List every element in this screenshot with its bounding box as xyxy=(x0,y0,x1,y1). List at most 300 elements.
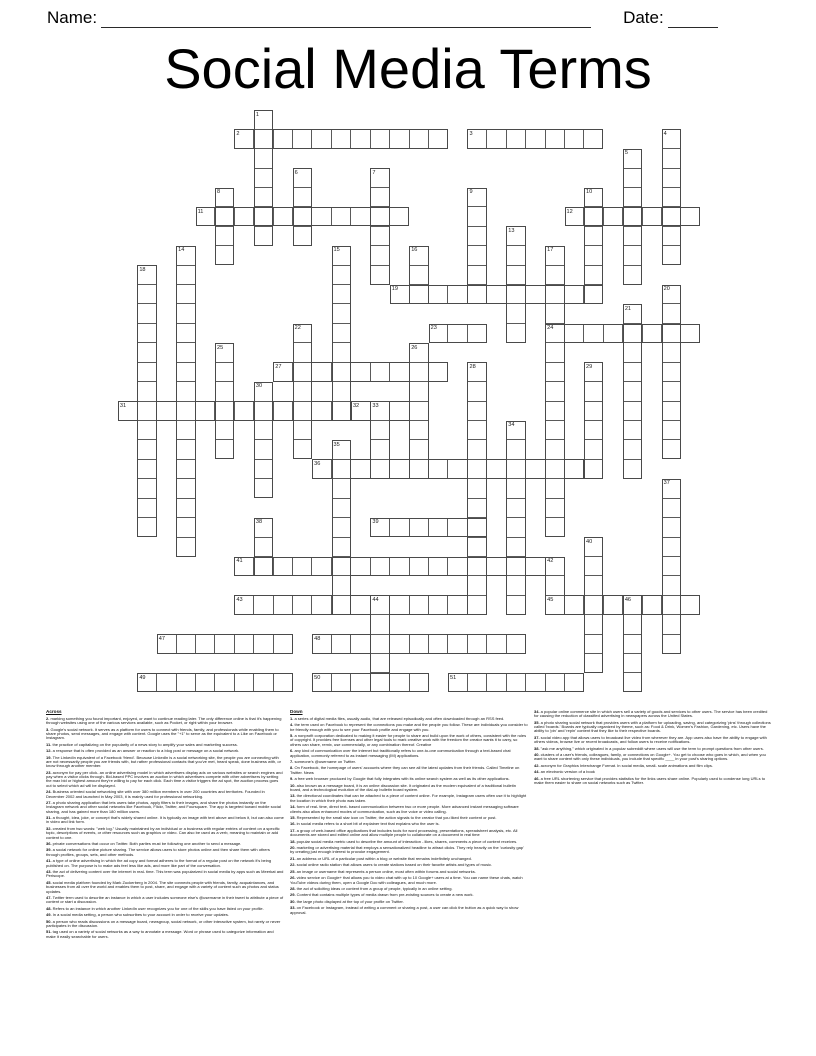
cell-divider xyxy=(216,206,233,207)
cell-number: 38 xyxy=(255,519,263,526)
cell-divider xyxy=(428,596,429,613)
cell-divider xyxy=(506,635,507,652)
cell-divider xyxy=(138,459,155,460)
cell-divider xyxy=(468,420,485,421)
cell-divider xyxy=(255,439,272,440)
cell-number: 15 xyxy=(333,247,340,254)
cell-divider xyxy=(333,459,350,460)
cell-number: 22 xyxy=(294,325,301,332)
cell-number: 31 xyxy=(119,402,127,409)
clue-45: 45. social media platform founded by Mark Zuckerberg in 2004. The site connects people with friends, family, acquaintances, and businesses from all over the world and enables them to post, share, and engage with a variety of content such as photos and status updates. xyxy=(46,879,279,894)
grid-word-15-down xyxy=(332,246,351,421)
cell-number: 39 xyxy=(372,519,379,526)
cell-divider xyxy=(546,381,563,382)
cell-divider xyxy=(216,381,233,382)
cell-number: 49 xyxy=(139,674,146,681)
cell-divider xyxy=(216,401,233,402)
cell-divider xyxy=(371,459,388,460)
cell-divider xyxy=(410,284,427,285)
cell-divider xyxy=(333,362,350,363)
clue-48: 48. Refers to an instance in which another LinkedIn user recognizes you for one of the skills you have listed on your profile. xyxy=(46,905,264,911)
cell-number: 7 xyxy=(372,169,376,176)
cell-divider xyxy=(331,674,332,691)
cell-divider xyxy=(294,187,311,188)
cell-divider xyxy=(507,323,524,324)
clue-32: 32. created from two words: "web log." Usually maintained by an individual or a business with regular entries of content on a specific topic, descriptions of events, or other resources such as graphics or video. Can also be used as a verb, meaning to maintain or add content to one. xyxy=(46,825,280,840)
cell-divider xyxy=(294,381,311,382)
cell-divider xyxy=(333,575,350,576)
cell-divider xyxy=(663,362,680,363)
across-heading: Across xyxy=(46,709,62,714)
cell-divider xyxy=(624,323,641,324)
cell-divider xyxy=(507,303,524,304)
cell-divider xyxy=(333,537,350,538)
cell-divider xyxy=(371,226,388,227)
cell-divider xyxy=(177,478,194,479)
clue-40: 40. clusters of a user's friends, colleagues, family, or connections on Google+. You get to choose who goes in which, and when you want to share content with only these individuals, you include that specific ____ in your post's sharing options. xyxy=(534,752,766,762)
cell-divider xyxy=(294,401,311,402)
cell-divider xyxy=(663,498,680,499)
cell-number: 5 xyxy=(624,150,628,157)
cell-divider xyxy=(624,439,641,440)
clue-44: 44. an electronic version of a book xyxy=(534,769,595,775)
cell-divider xyxy=(546,517,563,518)
clue-41: 41. a type of online advertising in which the ad copy and format adheres to the format of a regular post on the network it's being published on. The purpose is to make ads feel less like ads, and more like part of the conversation. xyxy=(46,858,272,868)
cell-divider xyxy=(138,342,155,343)
cell-divider xyxy=(468,439,485,440)
cell-divider xyxy=(663,575,680,576)
cell-divider xyxy=(331,208,332,225)
cell-divider xyxy=(507,459,524,460)
cell-divider xyxy=(331,130,332,147)
grid-word-46-down xyxy=(623,595,642,692)
cell-divider xyxy=(663,401,680,402)
grid-word-49-across xyxy=(137,673,292,692)
down-clues-continued-column xyxy=(534,710,772,788)
cell-divider xyxy=(468,537,485,538)
cell-divider xyxy=(333,478,350,479)
cell-divider xyxy=(216,420,233,421)
grid-word-9-down xyxy=(467,188,486,305)
cell-divider xyxy=(333,595,350,596)
cell-divider xyxy=(176,674,177,691)
cell-divider xyxy=(624,401,641,402)
cell-divider xyxy=(506,674,507,691)
cell-divider xyxy=(255,401,272,402)
clue-15: 15. Represented by the small star icon on Twitter, the action signals to the creator that you liked their content or post. xyxy=(290,814,497,820)
cell-divider xyxy=(409,635,410,652)
grid-word-23-across xyxy=(429,324,487,343)
clue-22: 22. social online radio station that allows users to create stations based on their favorite artists and types of music. xyxy=(290,862,493,868)
down-heading: Down xyxy=(290,709,303,714)
cell-divider xyxy=(525,674,526,691)
cell-divider xyxy=(214,635,215,652)
cell-number: 27 xyxy=(275,363,282,370)
cell-number: 48 xyxy=(314,635,321,642)
cell-divider xyxy=(410,381,427,382)
cell-number: 50 xyxy=(314,674,321,681)
cell-divider xyxy=(177,401,194,402)
cell-divider xyxy=(468,226,485,227)
cell-divider xyxy=(506,130,507,147)
cell-divider xyxy=(214,674,215,691)
cell-divider xyxy=(333,498,350,499)
cell-divider xyxy=(333,401,350,402)
cell-divider xyxy=(333,303,350,304)
cell-divider xyxy=(663,420,680,421)
cell-divider xyxy=(624,187,641,188)
cell-divider xyxy=(546,498,563,499)
cell-divider xyxy=(216,362,233,363)
cell-number: 14 xyxy=(178,247,185,254)
across-clues-column xyxy=(46,710,284,941)
cell-divider xyxy=(447,460,448,477)
cell-divider xyxy=(138,439,155,440)
cell-divider xyxy=(585,284,602,285)
cell-divider xyxy=(371,206,388,207)
cell-number: 16 xyxy=(411,247,418,254)
cell-divider xyxy=(583,130,584,147)
cell-divider xyxy=(409,596,410,613)
cell-divider xyxy=(371,634,388,635)
cell-divider xyxy=(663,634,680,635)
cell-divider xyxy=(177,323,194,324)
page-title: Social Media Terms xyxy=(164,37,652,100)
cell-number: 43 xyxy=(236,597,243,603)
cell-divider xyxy=(624,226,641,227)
cell-divider xyxy=(177,362,194,363)
cell-divider xyxy=(410,401,427,402)
grid-word-44-down xyxy=(370,595,389,692)
cell-number: 36 xyxy=(314,461,321,468)
cell-divider xyxy=(409,558,410,575)
grid-word-26-down xyxy=(409,343,428,479)
cell-divider xyxy=(350,130,351,147)
grid-word-33-down xyxy=(370,401,389,479)
cell-divider xyxy=(467,635,468,652)
cell-divider xyxy=(371,614,388,615)
clue-49: 49. In a social media setting, a person who subscribes to your account in order to receive your updates. xyxy=(46,912,229,918)
cell-divider xyxy=(255,556,272,557)
cell-divider xyxy=(177,381,194,382)
cell-divider xyxy=(216,226,233,227)
cell-divider xyxy=(410,439,427,440)
cell-divider xyxy=(177,303,194,304)
clue-14: 14. form of real- time, direct text- based communication between two or more people. More advanced instant messaging software clients also allow enhanced modes of communication, such as live voice or video calling. xyxy=(290,804,519,814)
cell-divider xyxy=(468,206,485,207)
cell-divider xyxy=(585,226,602,227)
cell-divider xyxy=(156,674,157,691)
cell-divider xyxy=(468,478,485,479)
cell-divider xyxy=(331,635,332,652)
cell-divider xyxy=(468,575,485,576)
cell-divider xyxy=(333,517,350,518)
cell-number: 30 xyxy=(255,383,263,390)
cell-divider xyxy=(370,130,371,147)
cell-divider xyxy=(624,653,641,654)
cell-divider xyxy=(624,420,641,421)
cell-divider xyxy=(253,674,254,691)
cell-divider xyxy=(138,284,155,285)
clue-37: 37. social video app that allows users to broadcast live video from wherever they are. App users also have the ability to engage with others videos, browse live or recent broadcasts, and follow users to receive notifications. xyxy=(534,734,767,745)
cell-divider xyxy=(195,674,196,691)
cell-divider xyxy=(486,130,487,147)
cell-divider xyxy=(507,575,524,576)
cell-number: 35 xyxy=(333,441,340,448)
cell-divider xyxy=(468,556,485,557)
cell-divider xyxy=(138,420,155,421)
clue-34: 34. a popular online commerce site in which users sell a variety of goods and services to other users. The service has been credited for causing the reduction of classified advertising in newspapers across the United States. xyxy=(534,709,768,719)
cell-divider xyxy=(138,323,155,324)
cell-divider xyxy=(255,537,272,538)
cell-divider xyxy=(371,653,388,654)
clue-43: 43. the act of delivering content over the internet in real- time. This term was popularized in social media by apps such as Meerkat and Periscope. xyxy=(46,869,284,879)
cell-divider xyxy=(333,284,350,285)
cell-divider xyxy=(292,596,293,613)
cell-number: 4 xyxy=(663,130,667,137)
cell-divider xyxy=(177,342,194,343)
cell-divider xyxy=(546,401,563,402)
cell-number: 8 xyxy=(217,189,221,196)
cell-divider xyxy=(389,519,390,536)
name-label: Name: xyxy=(47,8,98,27)
clue-31: 31. a thought, idea, joke, or concept that's widely shared online. It is typically an image with text above and below it, but can also come in video and link form. xyxy=(46,815,284,825)
cell-number: 3 xyxy=(469,130,473,137)
cell-number: 17 xyxy=(547,247,554,254)
cell-divider xyxy=(663,245,680,246)
cell-divider xyxy=(624,614,641,615)
grid-word-1-down xyxy=(254,110,273,246)
cell-number: 47 xyxy=(158,635,165,642)
cell-divider xyxy=(138,381,155,382)
cell-divider xyxy=(585,614,602,615)
clue-27: 27. a photo sharing application that lets users take photos, apply filters to their images, and share the photos instantly on the Instagram network and other social networks like Facebook, Flickr, Twitter, and Foursquare. The app is targeted toward mobile social sharing, and has gained more than 180 million users. xyxy=(46,800,281,814)
cell-divider xyxy=(177,439,194,440)
cell-divider xyxy=(216,439,233,440)
grid-word-8-down xyxy=(215,188,234,266)
grid-word-48-across xyxy=(312,634,526,653)
cell-divider xyxy=(468,401,485,402)
cell-divider xyxy=(292,130,293,147)
cell-divider xyxy=(546,323,563,324)
clue-23: 23. acronym for pay per click- an online advertising model in which advertisers display ads on various websites or search engines and pay when a visitor clicks through. Bid-based PPC involves an auction in which advertisers compete with other advertisers by setting the max bid or highest amount they're willing to pay for each click. Each time a visitor triggers the ad spot, the auction process goes out to select which ad will be displayed. xyxy=(46,769,283,788)
clue-20: 20. marketing or advertising material that employs a sensationalized headline to attract clicks. They rely heavily on the 'curiosity gap' by creating just enough interest to provoke engagement. xyxy=(290,845,524,855)
cell-divider xyxy=(177,265,194,266)
cell-divider xyxy=(333,323,350,324)
grid-word-42-down xyxy=(545,557,564,615)
cell-divider xyxy=(333,556,350,557)
cell-divider xyxy=(585,575,602,576)
cell-divider xyxy=(333,342,350,343)
cell-number: 25 xyxy=(217,344,224,351)
cell-divider xyxy=(507,284,524,285)
cell-divider xyxy=(663,342,680,343)
grid-word-3-across xyxy=(467,129,603,148)
cell-divider xyxy=(468,517,485,518)
cell-divider xyxy=(585,265,602,266)
cell-number: 19 xyxy=(391,286,398,293)
cell-divider xyxy=(255,206,272,207)
cell-divider xyxy=(663,323,680,324)
grid-word-17-down xyxy=(545,246,564,537)
cell-divider xyxy=(585,595,602,596)
cell-divider xyxy=(583,325,584,342)
cell-divider xyxy=(410,362,427,363)
cell-number: 13 xyxy=(508,228,515,235)
cell-divider xyxy=(585,459,602,460)
cell-divider xyxy=(663,187,680,188)
grid-word-37-down xyxy=(662,479,681,654)
grid-word-10-down xyxy=(584,188,603,305)
clue-39: 39. a social network for online picture sharing. The service allows users to store photos online and then share them with others through profiles, groups, sets, and other methods. xyxy=(46,847,270,857)
cell-divider xyxy=(546,303,563,304)
cell-divider xyxy=(546,575,563,576)
cell-divider xyxy=(507,478,524,479)
cell-divider xyxy=(545,130,546,147)
clue-38: 38. "ask me anything," which originated in a popular subreddit where users will use the term to prompt questions from other users. xyxy=(534,745,764,751)
cell-divider xyxy=(447,519,448,536)
cell-divider xyxy=(428,519,429,536)
cell-divider xyxy=(546,478,563,479)
grid-word-5-down xyxy=(623,149,642,285)
grid-word-16-down xyxy=(409,246,428,304)
cell-divider xyxy=(292,558,293,575)
clue-35: 35. a photo sharing social network that provides users with a platform for uploading, saving, and categorizing 'pins' through collections called 'boards.' Boards are typically organized by theme, such as: Food & Drink, Women's Fashion, Gardening, etc. Users have the ability to 'pin' and 'repin' content that they like to their respective boards. xyxy=(534,719,771,734)
cell-divider xyxy=(410,420,427,421)
cell-divider xyxy=(350,635,351,652)
grid-word-25-down xyxy=(215,343,234,460)
cell-divider xyxy=(138,517,155,518)
cell-divider xyxy=(255,478,272,479)
grid-word-18-down xyxy=(137,265,156,537)
cell-divider xyxy=(585,634,602,635)
cell-divider xyxy=(138,498,155,499)
clue-21: 21. an address or URL of a particular post within a blog or website that remains indefinitely unchanged. xyxy=(290,855,472,861)
cell-divider xyxy=(468,245,485,246)
cell-number: 11 xyxy=(197,208,204,215)
cell-divider xyxy=(624,342,641,343)
clue-30: 30. the large photo displayed at the top of your profile on Twitter. xyxy=(290,898,404,904)
grid-word-38-down xyxy=(254,518,273,576)
clue-11: 11. the practice of capitalizing on the popularity of a news story to amplify your sales and marketing success. xyxy=(46,741,238,747)
cell-number: 10 xyxy=(585,189,593,196)
cell-divider xyxy=(546,342,563,343)
cell-divider xyxy=(525,130,526,147)
clue-25: 25. an image or username that represents a person online, most often within forums and social networks. xyxy=(290,868,476,874)
cell-divider xyxy=(507,439,524,440)
cell-divider xyxy=(507,595,524,596)
cell-divider xyxy=(663,595,680,596)
cell-divider xyxy=(333,381,350,382)
cell-number: 18 xyxy=(139,266,146,273)
cell-divider xyxy=(663,206,680,207)
cell-divider xyxy=(409,130,410,147)
cell-divider xyxy=(428,130,429,147)
grid-word-34-down xyxy=(506,421,525,615)
clue-24: 24. Business oriented social networking site with over 380 million members in over 200 countries and territories. Founded in December 2002 and launched in May 2003, it is mainly used for professional networking. xyxy=(46,789,265,799)
grid-word-30-down xyxy=(254,382,273,499)
clue-46: 46. a free URL shortening service that provides statistics for the links users share online. Popularly used to condense long URLs to make them easier to share on social networks such as Twitter. xyxy=(534,775,766,786)
grid-word-22-down xyxy=(293,324,312,460)
cell-divider xyxy=(294,342,311,343)
cell-number: 9 xyxy=(469,189,473,196)
cell-divider xyxy=(663,556,680,557)
clue-28: 28. the act of soliciting ideas or content from a group of people, typically in an online setting. xyxy=(290,885,453,891)
cell-divider xyxy=(663,303,680,304)
cell-number: 40 xyxy=(585,538,593,545)
cell-divider xyxy=(177,284,194,285)
cell-divider xyxy=(624,168,641,169)
cell-divider xyxy=(294,206,311,207)
clue-33: 33. on Facebook or Instagram, instead of writing a comment or sharing a post, a user can click the button as a quick way to show approval. xyxy=(290,905,519,915)
cell-divider xyxy=(564,130,565,147)
cell-divider xyxy=(624,381,641,382)
cell-number: 41 xyxy=(236,558,243,565)
cell-number: 21 xyxy=(624,305,632,312)
cell-divider xyxy=(468,459,485,460)
cell-divider xyxy=(546,265,563,266)
clue-3: 3. Google's social network. It serves as a platform for users to connect with friends, family, and professionals while enabling them to share photos, send messages, and engage with content. Google uses the "+1" to serve as the equivalent to a Like on Facebook or Instagram. xyxy=(46,726,279,741)
cell-number: 23 xyxy=(430,325,437,332)
clue-12: 12. a response that is often provided as an answer or reaction to a blog post or message on a social network. xyxy=(46,748,240,754)
cell-divider xyxy=(546,459,563,460)
cell-divider xyxy=(371,672,388,673)
cell-divider xyxy=(371,245,388,246)
clue-18: 18. popular social media metric used to describe the amount of interaction - likes, shares, comments a piece of content receives. xyxy=(290,838,518,844)
cell-divider xyxy=(564,674,565,691)
cell-divider xyxy=(273,674,274,691)
cell-number: 32 xyxy=(352,402,360,409)
cell-divider xyxy=(546,439,563,440)
cell-divider xyxy=(663,614,680,615)
clue-5: 5. a nonprofit corporation dedicated to making it easier for people to share and build upon the work of others, consistent with the rules of copyright. It provides free licenses and other legal tools to mark creative work with the freedom the creator wants it to carry, so others can share, remix, use commercially, or any combination thereof. Creative xyxy=(290,733,527,747)
clue-17: 17. a group of web-based office applications that includes tools for word processing, presentations, spreadsheet analysis, etc. All documents are stored and edited online and allow multiple people to collaborate on a document in real time xyxy=(290,827,518,838)
cell-number: 51 xyxy=(450,674,457,681)
cell-divider xyxy=(177,498,194,499)
clue-50: 50. a person who reads discussions on a message board, newsgroup, social network, or other interactive system, but rarely or never participates in the discussion. xyxy=(46,918,281,928)
grid-word-14-down xyxy=(176,246,195,557)
clue-1: 1. a series of digital media files, usually audio, that are released episodically and often downloaded through an RSS feed. xyxy=(290,715,505,721)
cell-divider xyxy=(507,517,524,518)
cell-number: 46 xyxy=(624,597,632,603)
grid-word-40-down xyxy=(584,537,603,673)
cell-number: 2 xyxy=(236,130,240,137)
cell-divider xyxy=(370,558,371,575)
cell-number: 37 xyxy=(663,480,670,487)
cell-divider xyxy=(603,325,604,342)
clue-16: 16. in social media refers to a short bit of explainer text that explains who the user is. xyxy=(290,821,440,827)
cell-divider xyxy=(370,363,371,380)
date-label: Date: xyxy=(623,8,664,27)
cell-divider xyxy=(138,303,155,304)
cell-divider xyxy=(545,674,546,691)
down-clues-column xyxy=(290,710,528,917)
cell-divider xyxy=(177,537,194,538)
cell-divider xyxy=(663,517,680,518)
cell-divider xyxy=(467,325,468,342)
clue-6: 6. any kind of communication over the internet but traditionally refers to one-to-one communication through a text-based chat application, commonly referred to as instant messaging (IM) applications. xyxy=(290,748,511,758)
cell-number: 28 xyxy=(469,363,476,370)
clue-51: 51. tag used on a variety of social networks as a way to annotate a message. Word or phrase used to categorize information and make it easily searchable for users. xyxy=(46,929,274,939)
cell-divider xyxy=(624,206,641,207)
cell-number: 6 xyxy=(294,169,298,176)
cell-divider xyxy=(624,634,641,635)
cell-divider xyxy=(624,245,641,246)
clue-10: 10. also known as a message board, it is an online discussion site. It originated as the modern equivalent of a traditional bulletin board, and a technological evolution of the dial-up bulletin board system. xyxy=(290,782,516,792)
cell-divider xyxy=(371,439,388,440)
cell-divider xyxy=(507,265,524,266)
cell-number: 24 xyxy=(547,325,554,332)
